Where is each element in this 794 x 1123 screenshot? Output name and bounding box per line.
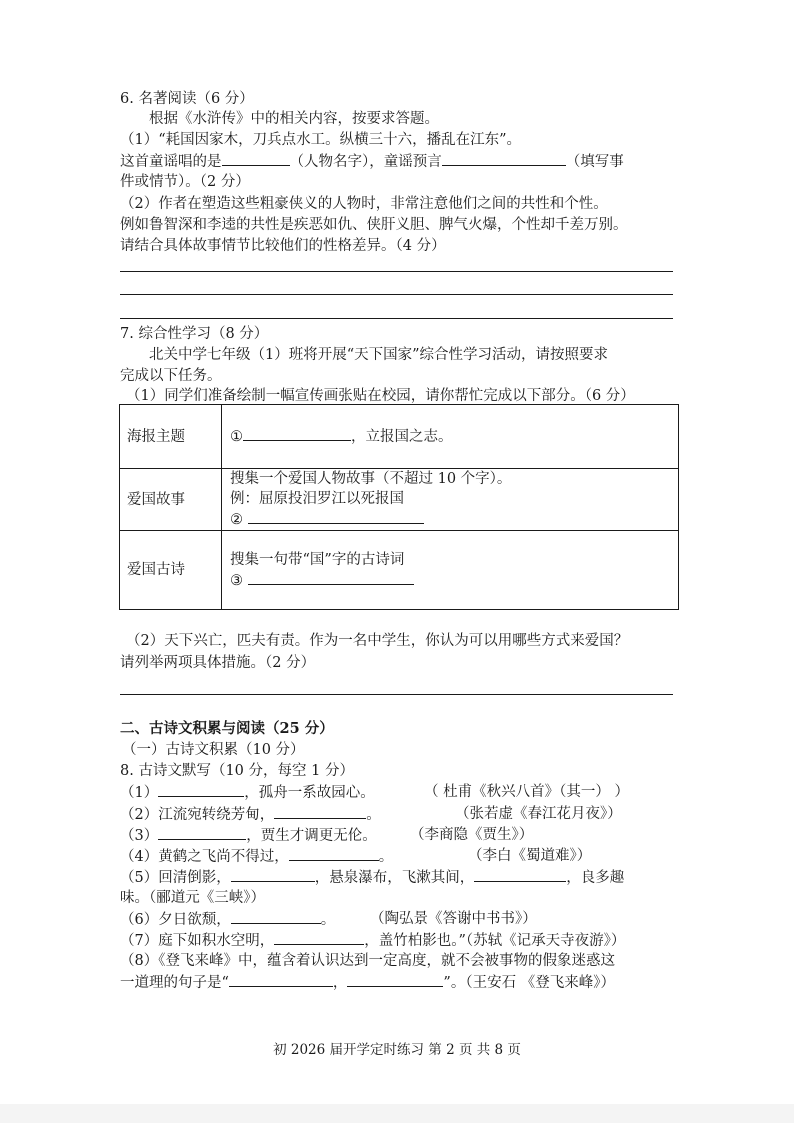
verse-text: （5）回清倒影， bbox=[120, 870, 231, 886]
q8-line-3 bbox=[120, 825, 377, 846]
q8-title: 8. 古诗文默写（10 分，每空 1 分） bbox=[120, 763, 354, 779]
answer-blank[interactable] bbox=[231, 909, 321, 924]
answer-blank-theme[interactable] bbox=[243, 426, 351, 441]
q8-source-6: （陶弘景《答谢中书书》） bbox=[370, 911, 537, 927]
patriotic-story-label: 爱国故事 bbox=[120, 469, 222, 531]
answer-line[interactable] bbox=[120, 294, 673, 295]
answer-blank[interactable] bbox=[289, 846, 379, 861]
q6-intro: 根据《水浒传》中的相关内容，按要求答题。 bbox=[149, 111, 439, 127]
q8-line-7 bbox=[120, 930, 625, 951]
q8-line-5 bbox=[120, 867, 624, 888]
answer-blank-character-name[interactable] bbox=[222, 151, 290, 166]
table-row bbox=[120, 531, 679, 610]
section-2-subtitle: （一）古诗文积累（10 分） bbox=[122, 742, 305, 758]
q8-line-5b: 味。（郦道元《三峡》） bbox=[120, 890, 265, 906]
story-answer-row bbox=[230, 509, 678, 530]
verse-text: ，盖竹柏影也。”（苏轼《记承天寺夜游》） bbox=[364, 933, 626, 949]
verse-text: （4）黄鹤之飞尚不得过， bbox=[120, 849, 289, 865]
q7-sub2-b: 请列举两项具体措施。（2 分） bbox=[120, 655, 316, 671]
viewer-bottom-band bbox=[0, 1104, 794, 1123]
q8-line-2 bbox=[120, 804, 381, 825]
verse-text: 。 bbox=[320, 912, 336, 928]
q6-part1-text-a: 这首童谣唱的是 bbox=[120, 154, 222, 170]
answer-blank-story[interactable] bbox=[248, 509, 424, 524]
verse-text: （2）江流宛转绕芳甸， bbox=[120, 807, 275, 823]
story-example: 例：屈原投汨罗江以死报国 bbox=[230, 491, 404, 507]
table-row bbox=[120, 405, 679, 469]
q7-sub1: （1）同学们准备绘制一幅宣传画张贴在校园，请你帮忙完成以下部分。（6 分） bbox=[126, 388, 635, 404]
answer-blank[interactable] bbox=[347, 972, 443, 987]
verse-text: （7）庭下如积水空明， bbox=[120, 933, 275, 949]
q6-part2-c: 请结合具体故事情节比较他们的性格差异。（4 分） bbox=[120, 238, 446, 254]
answer-line[interactable] bbox=[120, 694, 673, 695]
answer-blank[interactable] bbox=[231, 867, 315, 882]
answer-line[interactable] bbox=[120, 318, 673, 319]
mark-2: ② bbox=[230, 512, 243, 528]
answer-line[interactable] bbox=[120, 271, 673, 272]
answer-blank[interactable] bbox=[229, 972, 333, 987]
answer-blank[interactable] bbox=[274, 930, 364, 945]
q8-line-8a: （8）《登飞来峰》中，蕴含着认识达到一定高度，就不会被事物的假象迷惑这 bbox=[120, 953, 615, 969]
q8-source-4: （李白《蜀道难》） bbox=[468, 848, 592, 864]
q7-title: 7. 综合性学习（8 分） bbox=[120, 326, 269, 342]
answer-blank-poem[interactable] bbox=[248, 570, 414, 585]
item-number: （1） bbox=[120, 785, 159, 801]
answer-blank-prophecy[interactable] bbox=[442, 151, 566, 166]
verse-text: 。 bbox=[378, 849, 394, 865]
q8-source-3: （李商隐《贾生》） bbox=[410, 827, 534, 843]
answer-blank[interactable] bbox=[474, 867, 566, 882]
verse-text: ， bbox=[332, 975, 348, 991]
poster-theme-cell bbox=[222, 405, 679, 469]
q8-line-8b bbox=[120, 972, 615, 993]
poster-theme-label: 海报主题 bbox=[120, 405, 222, 469]
verse-text: （6）夕日欲颓， bbox=[120, 912, 231, 928]
answer-blank[interactable] bbox=[274, 804, 366, 819]
verse-text: ，良多趣 bbox=[566, 870, 625, 886]
verse-text: ，贾生才调更无伦。 bbox=[246, 828, 377, 844]
section-2-title: 二、古诗文积累与阅读（25 分） bbox=[120, 720, 334, 737]
page-footer: 初 2026 届开学定时练习 第 2 页 共 8 页 bbox=[273, 1042, 521, 1058]
verse-text: 一道理的句子是“ bbox=[120, 975, 229, 991]
answer-blank[interactable] bbox=[158, 782, 244, 797]
mark-3: ③ bbox=[230, 572, 243, 589]
q8-source-1: （ 杜甫《秋兴八首》（其一） ） bbox=[424, 784, 629, 800]
q8-source-2: （张若虚《春江花月夜》） bbox=[455, 806, 622, 822]
poem-instruction: 搜集一句带“国”字的古诗词 bbox=[230, 551, 405, 568]
verse-text: ，孤舟一系故园心。 bbox=[244, 785, 375, 801]
mark-1: ① bbox=[230, 429, 243, 445]
q7-intro-a: 北关中学七年级（1）班将开展“天下国家”综合性学习活动，请按照要求 bbox=[149, 347, 609, 363]
q8-line-1 bbox=[120, 782, 375, 803]
q6-part1-text-b: （人物名字），童谣预言 bbox=[289, 154, 442, 170]
q7-intro-b: 完成以下任务。 bbox=[120, 368, 222, 384]
q6-title: 6. 名著阅读（6 分） bbox=[120, 91, 254, 107]
verse-text: ，悬泉瀑布，飞漱其间， bbox=[314, 870, 475, 886]
table-row bbox=[120, 469, 679, 531]
q6-part1-quote: （1）“耗国因家木，刀兵点水工。纵横三十六，播乱在江东”。 bbox=[120, 132, 522, 148]
q6-part1-text-c: （填写事 bbox=[565, 154, 624, 170]
item-number: （3） bbox=[120, 828, 159, 844]
q6-part2-a: （2）作者在塑造这些粗豪侠义的人物时，非常注意他们之间的共性和个性。 bbox=[120, 196, 608, 212]
poster-theme-suffix: ，立报国之志。 bbox=[351, 429, 453, 445]
q6-part1-tail: 件或情节）。（2 分） bbox=[120, 174, 250, 190]
q7-sub2-a: （2）天下兴亡，匹夫有责。作为一名中学生，你认为可以用哪些方式来爱国？ bbox=[126, 633, 629, 649]
patriotic-poem-label: 爱国古诗 bbox=[120, 531, 222, 610]
verse-text: ”。（王安石 《登飞来峰》） bbox=[443, 975, 615, 991]
patriotic-story-cell bbox=[222, 469, 679, 531]
q8-line-4 bbox=[120, 846, 393, 867]
q6-part2-b: 例如鲁智深和李逵的共性是疾恶如仇、侠肝义胆、脾气火爆，个性却千差万别。 bbox=[120, 217, 628, 233]
q6-part1-line bbox=[120, 151, 624, 172]
poem-answer-row bbox=[230, 570, 678, 591]
story-instruction: 搜集一个爱国人物故事（不超过 10 个字）。 bbox=[230, 471, 512, 487]
q8-line-6 bbox=[120, 909, 335, 930]
patriotic-poem-cell bbox=[222, 531, 679, 610]
verse-text: 。 bbox=[366, 807, 381, 823]
poster-table bbox=[119, 404, 679, 610]
answer-blank[interactable] bbox=[158, 825, 246, 840]
